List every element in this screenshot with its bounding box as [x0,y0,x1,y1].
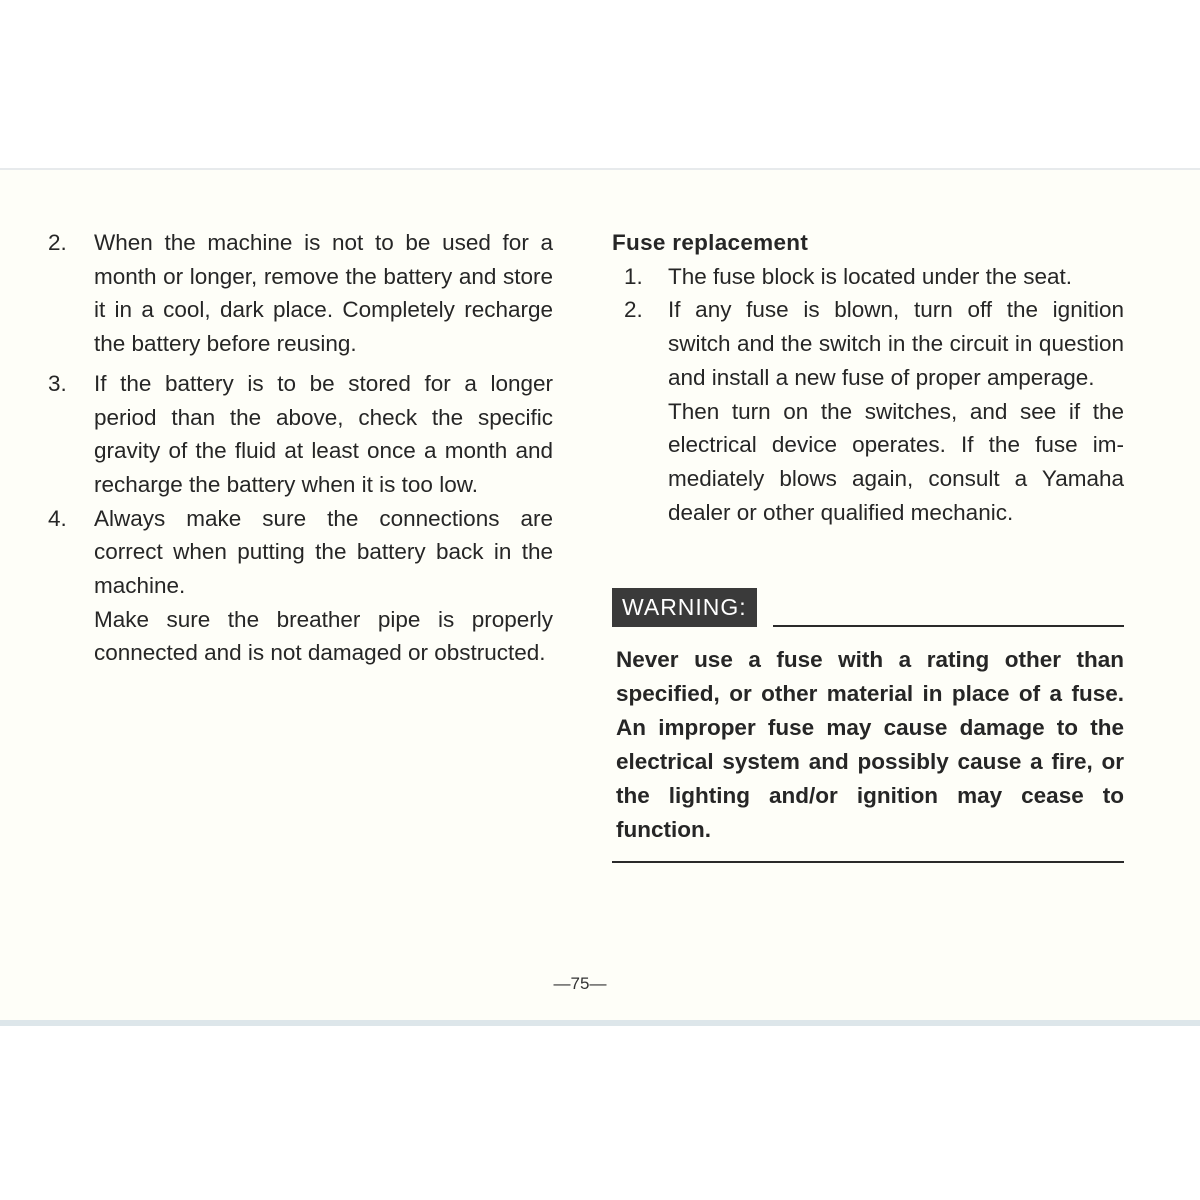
item-text: If any fuse is blown, turn off the ignition switch and the switch in the circuit in question and install a new fuse of proper amperage. [668,297,1124,390]
warning-header [612,587,1124,627]
item-number: 2. [624,297,643,323]
list-item [48,226,553,361]
item-text-block [94,502,553,671]
item-text: When the machine is not to be used for a month or longer, remove the battery and store it in a cool, dark place. Completely recharge the battery before reusing. [94,230,553,357]
item-text-continued: Make sure the breather pipe is properly connected and is not damaged or obstructed. [94,606,553,666]
list-item [48,367,553,502]
item-text: Always make sure the connections are correct when putting the battery back in the machine. [94,505,553,599]
fuse-instructions-list [612,260,1124,530]
warning-bottom-rule [612,861,1124,863]
item-text: If the battery is to be stored for a longer period than the above, check the specific gravity of the fluid at least once a month and recharge the battery when it is too low. [94,370,553,497]
warning-text: Never use a fuse with a rating other than specified, or other material in place of a fuse. An improper fuse may cause damage to the electrical system and possibly cause a fire, or the lighting and/or ignition may cease to function. [616,647,1124,843]
section-title: Fuse replacement [612,230,809,255]
list-item [612,293,1124,529]
list-item [612,260,1124,294]
right-column [612,226,1124,863]
item-number: 3. [48,370,67,396]
warning-label: WARNING: [612,588,757,627]
list-item [48,502,553,671]
item-text-continued: Then turn on the switches, and see if the electrical device operates. If the fuse im-mediately blows again, consult a Yamaha dealer or other qualified mechanic. [668,398,1124,525]
item-text: The fuse block is located under the seat. [668,263,1072,289]
item-number: 2. [48,230,67,255]
manual-page [0,168,1200,1026]
warning-rule [773,625,1124,627]
item-number: 4. [48,505,67,531]
left-column [48,226,553,676]
battery-instructions-list [48,226,553,670]
item-number: 1. [624,263,643,289]
item-text-block [668,293,1124,529]
page-number: —75— [553,974,607,993]
